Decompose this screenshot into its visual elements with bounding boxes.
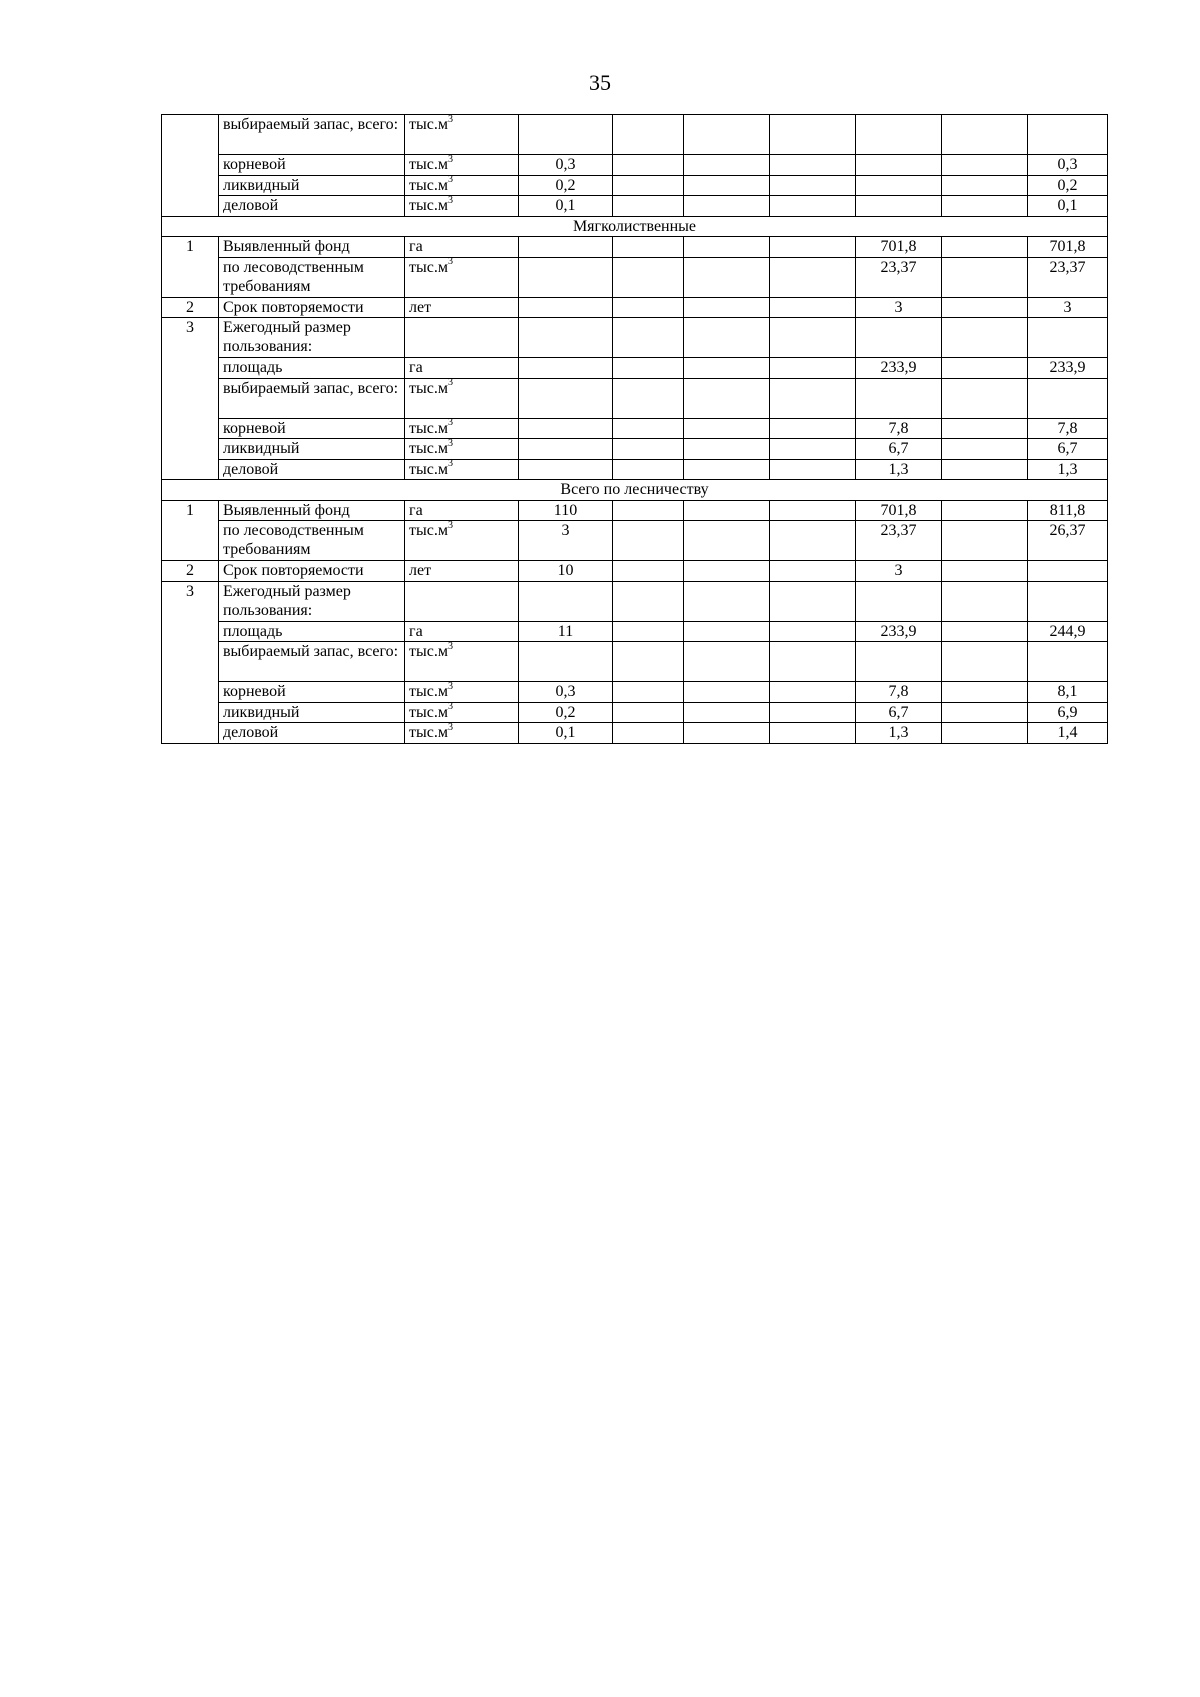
value-cell [942, 702, 1028, 723]
table-row [162, 500, 1108, 521]
value-cell: 110 [519, 500, 613, 521]
row-number: 1 [162, 237, 219, 298]
unit-cell [405, 581, 519, 621]
value-cell [770, 318, 856, 358]
unit-cell [405, 378, 519, 418]
value-cell [942, 115, 1028, 155]
value-cell [770, 418, 856, 439]
table-row [162, 561, 1108, 582]
value-cell [770, 459, 856, 480]
indicator-name: Выявленный фонд [219, 500, 405, 521]
value-cell [613, 297, 684, 318]
section-header-row [162, 480, 1108, 501]
table-row [162, 175, 1108, 196]
value-cell [519, 378, 613, 418]
indicator-name: деловой [219, 196, 405, 217]
value-cell [684, 439, 770, 460]
value-cell [770, 723, 856, 744]
value-cell: 233,9 [856, 358, 942, 379]
unit-label: лет [409, 298, 432, 316]
unit-superscript: 3 [447, 175, 453, 186]
indicator-name: выбираемый запас, всего: [219, 115, 405, 155]
value-cell [856, 155, 942, 176]
row-number: 3 [162, 318, 219, 480]
value-cell: 7,8 [1028, 418, 1108, 439]
value-cell [770, 682, 856, 703]
unit-label: лет [409, 562, 432, 579]
value-cell [770, 155, 856, 176]
value-cell [684, 621, 770, 642]
value-cell [856, 581, 942, 621]
table-row [162, 702, 1108, 723]
value-cell [770, 581, 856, 621]
row-number: 2 [162, 561, 219, 582]
unit-superscript: 3 [447, 114, 453, 125]
value-cell [519, 318, 613, 358]
value-cell [942, 561, 1028, 582]
unit-cell [405, 702, 519, 723]
value-cell: 0,1 [1028, 196, 1108, 217]
value-cell: 3 [856, 561, 942, 582]
unit-label: тыс.м [409, 703, 448, 721]
unit-cell [405, 237, 519, 258]
unit-label: тыс.м [409, 176, 448, 194]
value-cell [684, 561, 770, 582]
value-cell [613, 561, 684, 582]
value-cell [613, 682, 684, 703]
unit-label: тыс.м [409, 116, 448, 133]
value-cell [942, 257, 1028, 297]
indicator-name: Выявленный фонд [219, 237, 405, 258]
indicator-name: корневой [219, 418, 405, 439]
value-cell [770, 297, 856, 318]
table-row [162, 459, 1108, 480]
value-cell: 3 [519, 521, 613, 561]
table-row [162, 115, 1108, 155]
value-cell [613, 378, 684, 418]
unit-label: тыс.м [409, 460, 448, 478]
value-cell [684, 155, 770, 176]
value-cell [613, 257, 684, 297]
indicator-name: по лесоводственным требованиям [219, 521, 405, 561]
value-cell: 11 [519, 621, 613, 642]
value-cell: 0,3 [1028, 155, 1108, 176]
value-cell [519, 297, 613, 318]
table-row [162, 155, 1108, 176]
unit-cell [405, 196, 519, 217]
indicator-name: ликвидный [219, 439, 405, 460]
unit-superscript: 3 [447, 195, 453, 206]
section-title: Мягколиственные [162, 216, 1108, 237]
value-cell [770, 561, 856, 582]
value-cell: 1,3 [1028, 459, 1108, 480]
value-cell [684, 459, 770, 480]
indicator-name: деловой [219, 723, 405, 744]
unit-label: тыс.м [409, 156, 448, 173]
unit-label: га [409, 238, 423, 255]
unit-superscript: 3 [447, 378, 453, 389]
value-cell [770, 621, 856, 642]
value-cell [942, 418, 1028, 439]
unit-superscript: 3 [447, 681, 453, 692]
value-cell [770, 175, 856, 196]
value-cell [519, 257, 613, 297]
unit-superscript: 3 [447, 459, 453, 470]
value-cell: 0,1 [519, 196, 613, 217]
table-row [162, 237, 1108, 258]
row-number: 1 [162, 500, 219, 561]
value-cell [684, 297, 770, 318]
row-number: 2 [162, 297, 219, 318]
value-cell: 0,2 [519, 702, 613, 723]
value-cell [770, 115, 856, 155]
value-cell [684, 358, 770, 379]
indicator-name: Срок повторяемости [219, 297, 405, 318]
unit-cell [405, 297, 519, 318]
value-cell: 701,8 [856, 237, 942, 258]
value-cell [684, 418, 770, 439]
section-header-row [162, 216, 1108, 237]
indicator-name: площадь [219, 621, 405, 642]
value-cell: 811,8 [1028, 500, 1108, 521]
value-cell [770, 642, 856, 682]
value-cell: 6,9 [1028, 702, 1108, 723]
value-cell [519, 581, 613, 621]
table-row [162, 257, 1108, 297]
value-cell [684, 257, 770, 297]
value-cell [856, 175, 942, 196]
value-cell [942, 318, 1028, 358]
value-cell [942, 155, 1028, 176]
section-title: Всего по лесничеству [162, 480, 1108, 501]
unit-cell [405, 439, 519, 460]
unit-cell [405, 358, 519, 379]
value-cell [1028, 561, 1108, 582]
unit-label: тыс.м [409, 643, 448, 660]
value-cell [613, 500, 684, 521]
row-number [162, 115, 219, 217]
table-row [162, 318, 1108, 358]
value-cell [770, 500, 856, 521]
unit-superscript: 3 [447, 722, 453, 733]
value-cell [684, 378, 770, 418]
value-cell [856, 378, 942, 418]
unit-label: тыс.м [409, 522, 448, 539]
value-cell [613, 318, 684, 358]
unit-label: га [409, 622, 423, 640]
value-cell [613, 459, 684, 480]
value-cell [942, 175, 1028, 196]
table-row [162, 581, 1108, 621]
value-cell [1028, 115, 1108, 155]
value-cell [770, 358, 856, 379]
value-cell: 23,37 [856, 521, 942, 561]
value-cell: 0,3 [519, 682, 613, 703]
table-row [162, 358, 1108, 379]
unit-cell [405, 175, 519, 196]
value-cell [684, 237, 770, 258]
value-cell [613, 702, 684, 723]
unit-label: тыс.м [409, 379, 448, 397]
value-cell [613, 115, 684, 155]
forest-use-table [161, 114, 1108, 744]
value-cell [684, 642, 770, 682]
unit-superscript: 3 [447, 520, 453, 531]
value-cell: 233,9 [1028, 358, 1108, 379]
unit-cell [405, 682, 519, 703]
table-row [162, 723, 1108, 744]
table-row [162, 642, 1108, 682]
value-cell [942, 581, 1028, 621]
value-cell [770, 378, 856, 418]
unit-cell [405, 115, 519, 155]
table-row [162, 196, 1108, 217]
value-cell: 1,4 [1028, 723, 1108, 744]
value-cell [613, 621, 684, 642]
value-cell [1028, 581, 1108, 621]
value-cell [684, 196, 770, 217]
value-cell [942, 682, 1028, 703]
unit-cell [405, 418, 519, 439]
value-cell [1028, 642, 1108, 682]
value-cell: 244,9 [1028, 621, 1108, 642]
unit-cell [405, 642, 519, 682]
value-cell [942, 378, 1028, 418]
indicator-name: по лесоводственным требованиям [219, 257, 405, 297]
value-cell [519, 642, 613, 682]
value-cell [942, 723, 1028, 744]
indicator-name: площадь [219, 358, 405, 379]
value-cell: 10 [519, 561, 613, 582]
value-cell [856, 115, 942, 155]
value-cell [942, 196, 1028, 217]
value-cell [684, 581, 770, 621]
value-cell [684, 500, 770, 521]
value-cell: 7,8 [856, 418, 942, 439]
value-cell [613, 439, 684, 460]
table-row [162, 439, 1108, 460]
value-cell [856, 196, 942, 217]
value-cell [684, 702, 770, 723]
unit-superscript: 3 [447, 257, 453, 268]
value-cell: 8,1 [1028, 682, 1108, 703]
value-cell [519, 115, 613, 155]
unit-label: тыс.м [409, 724, 448, 741]
value-cell: 0,3 [519, 155, 613, 176]
unit-superscript: 3 [447, 438, 453, 449]
value-cell: 233,9 [856, 621, 942, 642]
value-cell [942, 642, 1028, 682]
unit-label: тыс.м [409, 419, 448, 437]
indicator-name: корневой [219, 155, 405, 176]
unit-label: га [409, 359, 423, 376]
value-cell: 0,2 [1028, 175, 1108, 196]
value-cell [519, 237, 613, 258]
value-cell [942, 237, 1028, 258]
unit-superscript: 3 [447, 418, 453, 429]
value-cell [519, 358, 613, 379]
value-cell [684, 723, 770, 744]
value-cell: 701,8 [856, 500, 942, 521]
indicator-name: Ежегодный размер пользования: [219, 581, 405, 621]
unit-cell [405, 155, 519, 176]
value-cell [770, 237, 856, 258]
unit-label: га [409, 501, 423, 519]
value-cell [519, 439, 613, 460]
value-cell [770, 196, 856, 217]
value-cell [613, 723, 684, 744]
indicator-name: выбираемый запас, всего: [219, 642, 405, 682]
value-cell [613, 521, 684, 561]
value-cell [942, 439, 1028, 460]
value-cell [942, 621, 1028, 642]
value-cell [613, 237, 684, 258]
value-cell: 23,37 [1028, 257, 1108, 297]
value-cell [613, 155, 684, 176]
value-cell: 701,8 [1028, 237, 1108, 258]
value-cell [613, 642, 684, 682]
indicator-name: ликвидный [219, 175, 405, 196]
value-cell: 1,3 [856, 723, 942, 744]
table-row [162, 378, 1108, 418]
value-cell: 26,37 [1028, 521, 1108, 561]
value-cell [1028, 318, 1108, 358]
value-cell [942, 358, 1028, 379]
value-cell [942, 459, 1028, 480]
value-cell: 6,7 [856, 439, 942, 460]
unit-label: тыс.м [409, 197, 448, 214]
indicator-name: Срок повторяемости [219, 561, 405, 582]
value-cell [613, 358, 684, 379]
unit-superscript: 3 [447, 702, 453, 713]
unit-cell [405, 561, 519, 582]
value-cell [613, 196, 684, 217]
table-row [162, 521, 1108, 561]
value-cell [1028, 378, 1108, 418]
indicator-name: выбираемый запас, всего: [219, 378, 405, 418]
value-cell: 0,1 [519, 723, 613, 744]
value-cell [684, 115, 770, 155]
unit-cell [405, 723, 519, 744]
value-cell [856, 642, 942, 682]
table-row [162, 418, 1108, 439]
value-cell: 3 [1028, 297, 1108, 318]
table-row [162, 621, 1108, 642]
value-cell [770, 439, 856, 460]
unit-cell [405, 500, 519, 521]
value-cell [519, 459, 613, 480]
value-cell [519, 418, 613, 439]
table-row [162, 682, 1108, 703]
value-cell [856, 318, 942, 358]
unit-cell [405, 318, 519, 358]
value-cell: 6,7 [856, 702, 942, 723]
unit-label: тыс.м [409, 440, 448, 457]
unit-label: тыс.м [409, 683, 448, 700]
value-cell [770, 257, 856, 297]
unit-label: тыс.м [409, 258, 448, 276]
unit-superscript: 3 [447, 641, 453, 652]
unit-superscript: 3 [447, 154, 453, 165]
indicator-name: корневой [219, 682, 405, 703]
indicator-name: ликвидный [219, 702, 405, 723]
unit-cell [405, 621, 519, 642]
value-cell: 0,2 [519, 175, 613, 196]
value-cell [613, 418, 684, 439]
value-cell [684, 521, 770, 561]
unit-cell [405, 521, 519, 561]
value-cell [942, 297, 1028, 318]
value-cell [613, 581, 684, 621]
value-cell [770, 702, 856, 723]
value-cell: 6,7 [1028, 439, 1108, 460]
indicator-name: деловой [219, 459, 405, 480]
value-cell [684, 175, 770, 196]
row-number: 3 [162, 581, 219, 743]
indicator-name: Ежегодный размер пользования: [219, 318, 405, 358]
value-cell: 23,37 [856, 257, 942, 297]
value-cell [613, 175, 684, 196]
value-cell [684, 318, 770, 358]
unit-cell [405, 459, 519, 480]
table-row [162, 297, 1108, 318]
value-cell: 3 [856, 297, 942, 318]
value-cell: 7,8 [856, 682, 942, 703]
value-cell [770, 521, 856, 561]
unit-cell [405, 257, 519, 297]
value-cell: 1,3 [856, 459, 942, 480]
page-number: 35 [589, 70, 611, 95]
value-cell [942, 500, 1028, 521]
value-cell [684, 682, 770, 703]
value-cell [942, 521, 1028, 561]
